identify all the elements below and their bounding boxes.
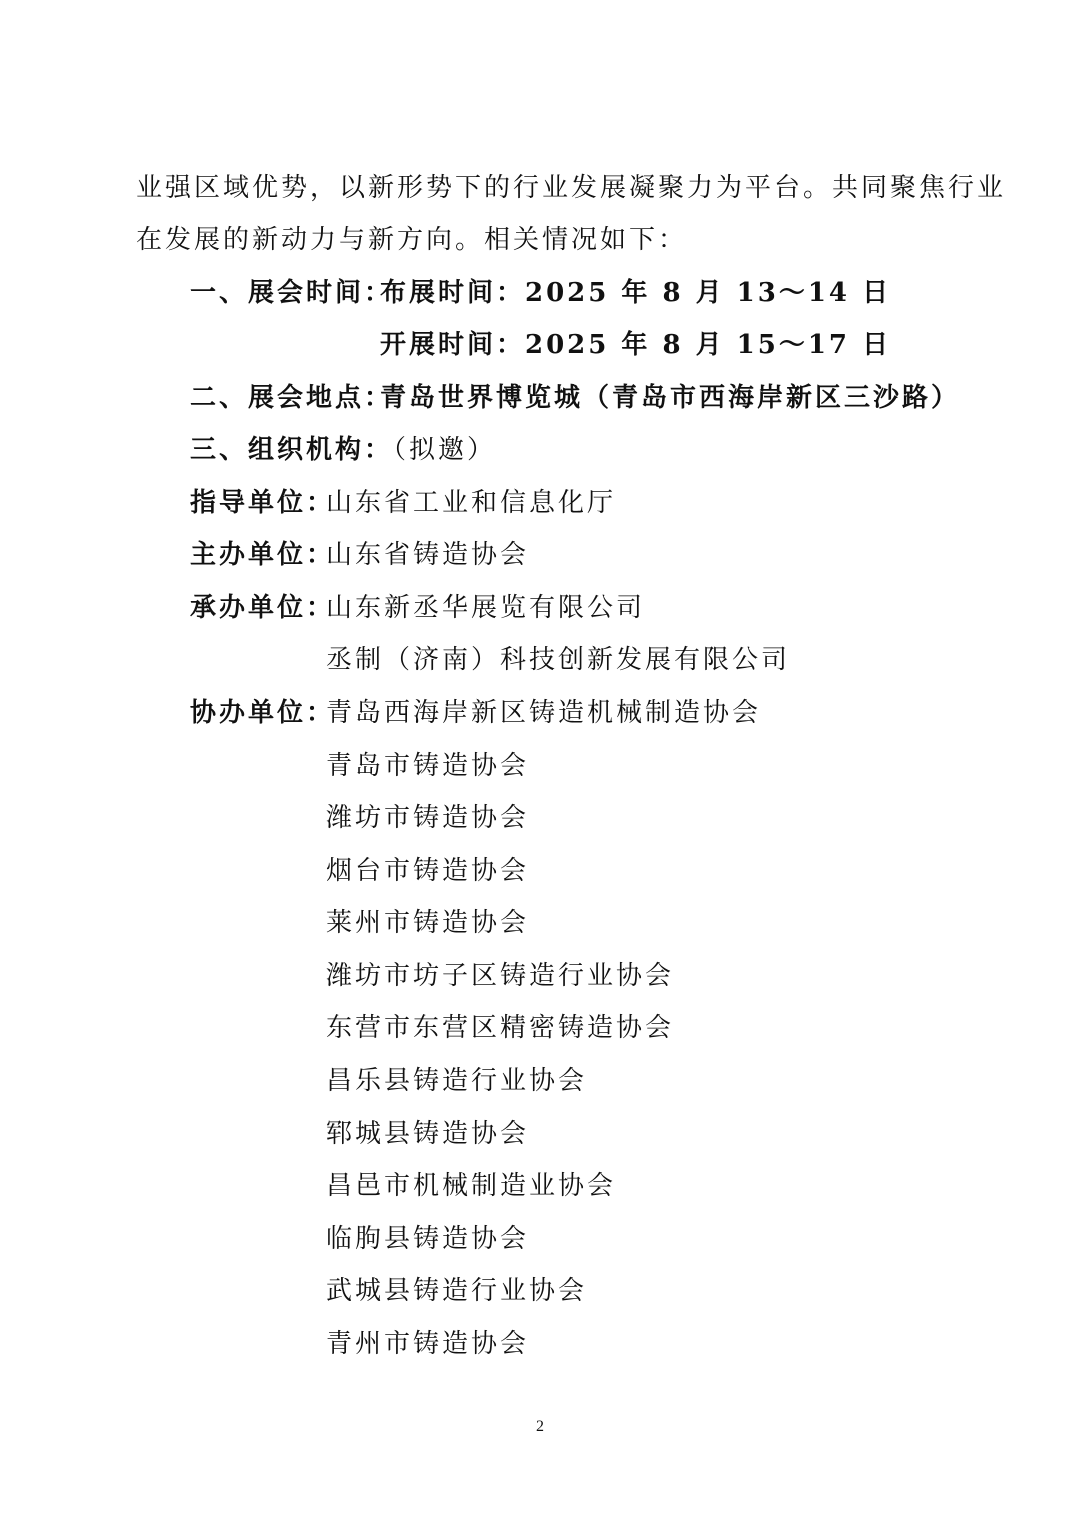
guide-label: 指导单位： — [190, 488, 336, 518]
coorganizer-item: 临朐县铸造协会 — [326, 1224, 530, 1254]
coorganizer-item: 莱州市铸造协会 — [326, 908, 530, 938]
coorganizer-item: 青岛市铸造协会 — [326, 751, 530, 781]
organizer-label: 承办单位： — [190, 593, 336, 623]
host-label: 主办单位： — [190, 540, 336, 570]
coorganizer-item: 潍坊市铸造协会 — [326, 803, 530, 833]
coorganizer-item: 青州市铸造协会 — [326, 1329, 530, 1359]
page-number: 2 — [536, 1418, 544, 1435]
coorganizer-item: 昌乐县铸造行业协会 — [326, 1066, 588, 1096]
coorganizer-item: 郓城县铸造协会 — [326, 1119, 530, 1149]
open-time: 开展时间：2025 年 8 月 15～17 日 — [380, 330, 892, 360]
host-value: 山东省铸造协会 — [326, 540, 530, 570]
section-3-heading: 三、组织机构： — [190, 435, 394, 465]
guide-value: 山东省工业和信息化厅 — [326, 488, 617, 518]
intro-line-1: 业强区域优势，以新形势下的行业发展凝聚力为平台。共同聚焦行业 — [136, 173, 1007, 203]
coorganizer-item: 昌邑市机械制造业协会 — [326, 1171, 617, 1201]
section-1-heading: 一、展会时间： — [190, 278, 394, 308]
venue: 青岛世界博览城（青岛市西海岸新区三沙路） — [380, 383, 961, 413]
coorganizer-label: 协办单位： — [190, 698, 336, 728]
organizer-value-2: 丞制（济南）科技创新发展有限公司 — [326, 645, 791, 675]
organizer-value-1: 山东新丞华展览有限公司 — [326, 593, 646, 623]
section-2-heading: 二、展会地点： — [190, 383, 394, 413]
section-3-note: （拟邀） — [380, 435, 497, 465]
coorganizer-item: 烟台市铸造协会 — [326, 856, 530, 886]
intro-line-2: 在发展的新动力与新方向。相关情况如下： — [136, 225, 688, 255]
setup-time: 布展时间：2025 年 8 月 13～14 日 — [380, 278, 892, 308]
coorganizer-item: 潍坊市坊子区铸造行业协会 — [326, 961, 675, 991]
coorganizer-item: 东营市东营区精密铸造协会 — [326, 1013, 675, 1043]
coorganizer-item: 武城县铸造行业协会 — [326, 1276, 588, 1306]
coorganizer-item: 青岛西海岸新区铸造机械制造协会 — [326, 698, 762, 728]
